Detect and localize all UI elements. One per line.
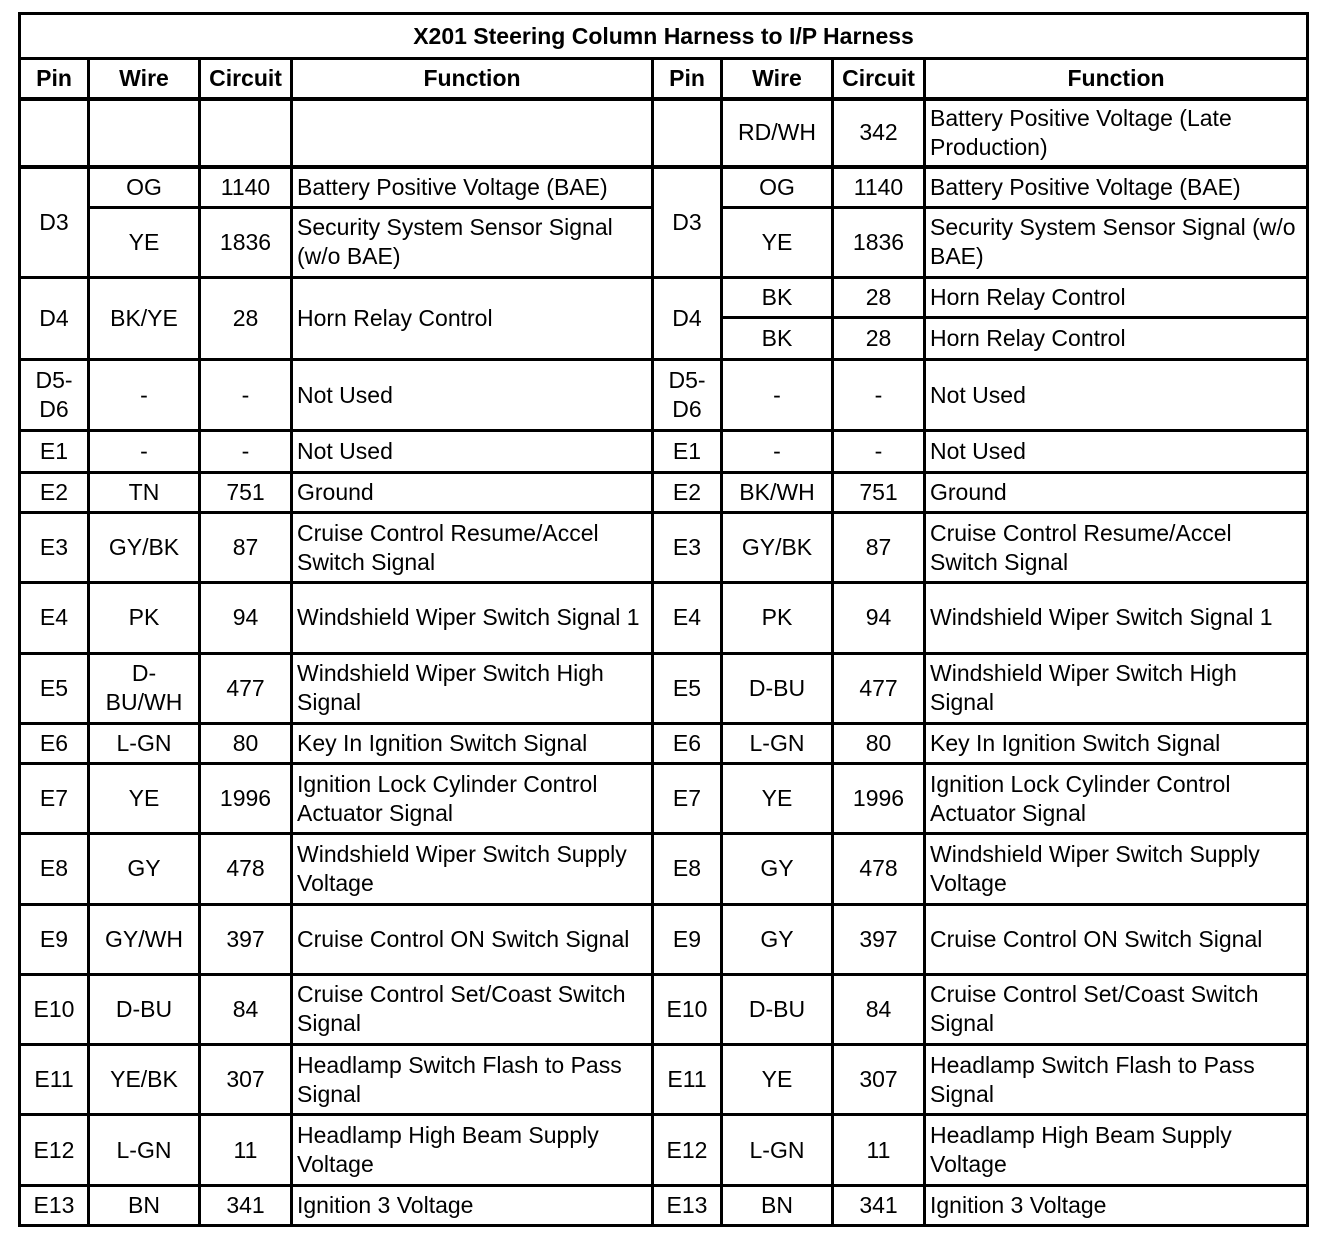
circuit-cell: 1836 (200, 207, 292, 277)
wire-cell: BK/YE (89, 278, 200, 360)
pin-cell: E7 (20, 763, 89, 833)
pin-cell: E3 (653, 512, 722, 582)
table-row (20, 360, 1308, 430)
table-row (20, 763, 1308, 833)
pin-cell: E11 (20, 1045, 89, 1115)
function-cell: Headlamp Switch Flash to Pass Signal (292, 1045, 653, 1115)
circuit-cell: 751 (833, 472, 925, 512)
pin-cell: E9 (20, 904, 89, 974)
wire-cell: GY/BK (89, 512, 200, 582)
table-row (20, 99, 1308, 167)
table-row (20, 430, 1308, 472)
pin-cell: D3 (20, 167, 89, 277)
pin-cell: E10 (653, 974, 722, 1044)
circuit-cell (200, 99, 292, 167)
circuit-cell: 84 (200, 974, 292, 1044)
pin-cell (20, 99, 89, 167)
pin-cell: E7 (653, 763, 722, 833)
function-cell: Cruise Control Resume/Accel Switch Signal (925, 512, 1308, 582)
header-pin: Pin (653, 59, 722, 99)
circuit-cell: 341 (833, 1185, 925, 1225)
function-cell: Windshield Wiper Switch High Signal (925, 653, 1308, 723)
wire-cell: D-BU (722, 974, 833, 1044)
circuit-cell: 478 (200, 834, 292, 904)
table-row (20, 904, 1308, 974)
wire-cell: D-BU/WH (89, 653, 200, 723)
header-function: Function (292, 59, 653, 99)
circuit-cell: 397 (833, 904, 925, 974)
circuit-cell: 80 (200, 723, 292, 763)
wire-cell: GY (722, 904, 833, 974)
function-cell: Windshield Wiper Switch Supply Voltage (292, 834, 653, 904)
pin-cell: E11 (653, 1045, 722, 1115)
circuit-cell: 341 (200, 1185, 292, 1225)
wire-cell: OG (89, 167, 200, 207)
pin-cell: E3 (20, 512, 89, 582)
wire-cell: - (89, 360, 200, 430)
table-row (20, 1185, 1308, 1225)
wire-cell: YE (722, 1045, 833, 1115)
pin-cell: D4 (653, 278, 722, 360)
function-cell: Headlamp High Beam Supply Voltage (292, 1115, 653, 1185)
pin-cell: D3 (653, 167, 722, 277)
function-cell: Battery Positive Voltage (BAE) (292, 167, 653, 207)
wire-cell: L-GN (722, 1115, 833, 1185)
circuit-cell: 94 (200, 583, 292, 653)
table-row (20, 167, 1308, 207)
function-cell: Ignition 3 Voltage (292, 1185, 653, 1225)
pin-cell: E1 (653, 430, 722, 472)
circuit-cell: - (200, 430, 292, 472)
function-cell: Cruise Control ON Switch Signal (925, 904, 1308, 974)
header-circuit: Circuit (200, 59, 292, 99)
pin-cell: E12 (653, 1115, 722, 1185)
circuit-cell: 1996 (833, 763, 925, 833)
circuit-cell: 11 (200, 1115, 292, 1185)
circuit-cell: 307 (200, 1045, 292, 1115)
pin-cell: D5-D6 (653, 360, 722, 430)
function-cell: Cruise Control Resume/Accel Switch Signal (292, 512, 653, 582)
harness-table (18, 12, 1309, 1227)
pin-cell: E8 (20, 834, 89, 904)
wire-cell: BK/WH (722, 472, 833, 512)
function-cell: Windshield Wiper Switch Signal 1 (925, 583, 1308, 653)
pin-cell (653, 99, 722, 167)
wire-cell: - (722, 430, 833, 472)
function-cell: Horn Relay Control (925, 318, 1308, 360)
pin-cell: E13 (653, 1185, 722, 1225)
wire-cell: GY (89, 834, 200, 904)
table-row (20, 653, 1308, 723)
pin-cell: D5-D6 (20, 360, 89, 430)
function-cell: Battery Positive Voltage (BAE) (925, 167, 1308, 207)
function-cell: Windshield Wiper Switch Signal 1 (292, 583, 653, 653)
wire-cell: BN (722, 1185, 833, 1225)
circuit-cell: - (833, 360, 925, 430)
wire-cell: OG (722, 167, 833, 207)
pin-cell: E5 (20, 653, 89, 723)
wire-cell: YE (722, 207, 833, 277)
wire-cell: PK (89, 583, 200, 653)
function-cell: Not Used (925, 430, 1308, 472)
wire-cell: D-BU (722, 653, 833, 723)
function-cell: Security System Sensor Signal (w/o BAE) (292, 207, 653, 277)
wire-cell: YE (89, 763, 200, 833)
table-row (20, 1115, 1308, 1185)
wire-cell: TN (89, 472, 200, 512)
wire-cell: - (722, 360, 833, 430)
wire-cell: BN (89, 1185, 200, 1225)
circuit-cell: 11 (833, 1115, 925, 1185)
pin-cell: E9 (653, 904, 722, 974)
circuit-cell: 1996 (200, 763, 292, 833)
circuit-cell: 28 (833, 318, 925, 360)
table-row (20, 512, 1308, 582)
function-cell: Headlamp High Beam Supply Voltage (925, 1115, 1308, 1185)
pin-cell: E8 (653, 834, 722, 904)
circuit-cell: 28 (200, 278, 292, 360)
circuit-cell: 342 (833, 99, 925, 167)
function-cell (292, 99, 653, 167)
header-wire: Wire (722, 59, 833, 99)
table-row (20, 278, 1308, 318)
wire-cell: YE/BK (89, 1045, 200, 1115)
wire-cell: BK (722, 318, 833, 360)
wire-cell: GY (722, 834, 833, 904)
circuit-cell: 1140 (200, 167, 292, 207)
wire-cell: - (89, 430, 200, 472)
header-wire: Wire (89, 59, 200, 99)
function-cell: Headlamp Switch Flash to Pass Signal (925, 1045, 1308, 1115)
circuit-cell: - (200, 360, 292, 430)
pin-cell: E1 (20, 430, 89, 472)
circuit-cell: 477 (200, 653, 292, 723)
function-cell: Security System Sensor Signal (w/o BAE) (925, 207, 1308, 277)
function-cell: Ignition 3 Voltage (925, 1185, 1308, 1225)
pin-cell: E6 (20, 723, 89, 763)
table-title: X201 Steering Column Harness to I/P Harness (20, 14, 1308, 59)
function-cell: Key In Ignition Switch Signal (925, 723, 1308, 763)
function-cell: Ignition Lock Cylinder Control Actuator Signal (925, 763, 1308, 833)
wire-cell: GY/BK (722, 512, 833, 582)
table-row (20, 974, 1308, 1044)
header-circuit: Circuit (833, 59, 925, 99)
pin-cell: E4 (653, 583, 722, 653)
circuit-cell: - (833, 430, 925, 472)
wire-cell (89, 99, 200, 167)
pin-cell: E10 (20, 974, 89, 1044)
circuit-cell: 397 (200, 904, 292, 974)
wire-cell: GY/WH (89, 904, 200, 974)
circuit-cell: 1140 (833, 167, 925, 207)
circuit-cell: 28 (833, 278, 925, 318)
function-cell: Ground (925, 472, 1308, 512)
function-cell: Battery Positive Voltage (Late Production) (925, 99, 1308, 167)
pin-cell: D4 (20, 278, 89, 360)
circuit-cell: 1836 (833, 207, 925, 277)
function-cell: Not Used (925, 360, 1308, 430)
table-row (20, 472, 1308, 512)
wire-cell: BK (722, 278, 833, 318)
function-cell: Cruise Control ON Switch Signal (292, 904, 653, 974)
circuit-cell: 87 (833, 512, 925, 582)
pin-cell: E2 (653, 472, 722, 512)
circuit-cell: 87 (200, 512, 292, 582)
pin-cell: E5 (653, 653, 722, 723)
function-cell: Ignition Lock Cylinder Control Actuator Signal (292, 763, 653, 833)
function-cell: Cruise Control Set/Coast Switch Signal (292, 974, 653, 1044)
wire-cell: RD/WH (722, 99, 833, 167)
wire-cell: L-GN (89, 1115, 200, 1185)
function-cell: Not Used (292, 360, 653, 430)
table-row (20, 1045, 1308, 1115)
circuit-cell: 84 (833, 974, 925, 1044)
table-row (20, 583, 1308, 653)
table-row (20, 834, 1308, 904)
function-cell: Horn Relay Control (925, 278, 1308, 318)
function-cell: Cruise Control Set/Coast Switch Signal (925, 974, 1308, 1044)
function-cell: Horn Relay Control (292, 278, 653, 360)
pin-cell: E6 (653, 723, 722, 763)
header-pin: Pin (20, 59, 89, 99)
function-cell: Windshield Wiper Switch Supply Voltage (925, 834, 1308, 904)
pin-cell: E4 (20, 583, 89, 653)
wire-cell: YE (89, 207, 200, 277)
header-function: Function (925, 59, 1308, 99)
pin-cell: E13 (20, 1185, 89, 1225)
wire-cell: PK (722, 583, 833, 653)
wire-cell: L-GN (89, 723, 200, 763)
circuit-cell: 477 (833, 653, 925, 723)
circuit-cell: 307 (833, 1045, 925, 1115)
wire-cell: L-GN (722, 723, 833, 763)
table-row (20, 723, 1308, 763)
pin-cell: E2 (20, 472, 89, 512)
function-cell: Windshield Wiper Switch High Signal (292, 653, 653, 723)
circuit-cell: 751 (200, 472, 292, 512)
pin-cell: E12 (20, 1115, 89, 1185)
circuit-cell: 478 (833, 834, 925, 904)
wire-cell: YE (722, 763, 833, 833)
function-cell: Not Used (292, 430, 653, 472)
wire-cell: D-BU (89, 974, 200, 1044)
circuit-cell: 94 (833, 583, 925, 653)
function-cell: Ground (292, 472, 653, 512)
circuit-cell: 80 (833, 723, 925, 763)
function-cell: Key In Ignition Switch Signal (292, 723, 653, 763)
